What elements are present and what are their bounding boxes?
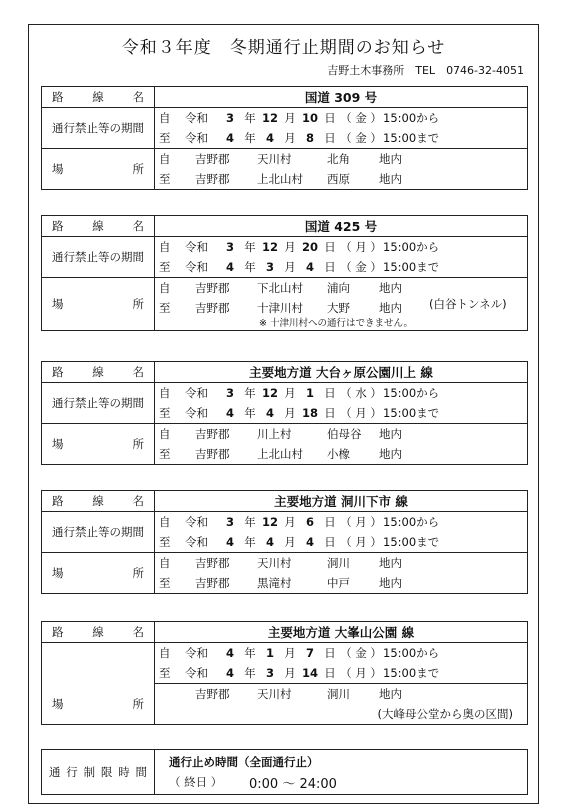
place-to: 至 吉野郡 黒滝村 中戸 地内 bbox=[159, 576, 402, 590]
place-from: 自 吉野郡 下北山村 浦向 地内 bbox=[159, 281, 402, 295]
place-from: 自 吉野郡 川上村 伯母谷 地内 bbox=[159, 427, 402, 441]
route-name-label: 路 線 名 bbox=[42, 87, 155, 108]
place-from: 自 吉野郡 天川村 洞川 地内 bbox=[159, 556, 402, 570]
place-label: 場 所 bbox=[42, 424, 155, 465]
period-from: 自 令和 3 年 12 月 1 日 （ 水 ） 15:00から bbox=[159, 386, 440, 400]
period-cell bbox=[155, 237, 528, 278]
period-from: 自 令和 3 年 12 月 10 日 （ 金 ） 15:00から bbox=[159, 111, 440, 125]
period-to: 至 令和 4 年 3 月 14 日 （ 月 ） 15:00まで bbox=[159, 666, 440, 680]
limit-table bbox=[41, 749, 528, 795]
limit-line2: （ 終日 ） 0:00 ～ 24:00 bbox=[169, 775, 337, 792]
period-label: 通行禁止等の期間 bbox=[42, 383, 155, 424]
period-to: 至 令和 4 年 4 月 18 日 （ 月 ） 15:00まで bbox=[159, 406, 440, 420]
limit-label: 通 行 制 限 時 間 bbox=[42, 750, 155, 795]
period-place-label: 場 所 bbox=[42, 643, 155, 725]
tunnel-note: (白谷トンネル) bbox=[429, 297, 507, 311]
route-name-label: 路 線 名 bbox=[42, 491, 155, 512]
place-from: 吉野郡 天川村 洞川 地内 bbox=[195, 687, 402, 701]
place-from: 自 吉野郡 天川村 北角 地内 bbox=[159, 152, 402, 166]
route-name-label: 路 線 名 bbox=[42, 622, 155, 643]
place-label: 場 所 bbox=[42, 553, 155, 594]
period-to: 至 令和 4 年 4 月 8 日 （ 金 ） 15:00まで bbox=[159, 131, 440, 145]
access-note: ※ 十津川村への通行はできません。 bbox=[259, 318, 414, 329]
notice-page bbox=[28, 24, 539, 804]
period-from: 自 令和 3 年 12 月 6 日 （ 月 ） 15:00から bbox=[159, 515, 440, 529]
place-cell bbox=[155, 684, 528, 725]
period-to: 至 令和 4 年 3 月 4 日 （ 金 ） 15:00まで bbox=[159, 260, 440, 274]
limit-line1: 通行止め時間（全面通行止） bbox=[169, 755, 319, 769]
period-from: 自 令和 3 年 12 月 20 日 （ 月 ） 15:00から bbox=[159, 240, 440, 254]
place-to: 至 吉野郡 十津川村 大野 地内 bbox=[159, 301, 402, 315]
route-name-label: 路 線 名 bbox=[42, 216, 155, 237]
period-to: 至 令和 4 年 4 月 4 日 （ 月 ） 15:00まで bbox=[159, 535, 440, 549]
route-name: 国道 309 号 bbox=[155, 87, 528, 108]
place-cell bbox=[155, 149, 528, 190]
period-cell bbox=[155, 643, 528, 684]
route-table-5 bbox=[41, 621, 528, 725]
route-name-label: 路 線 名 bbox=[42, 362, 155, 383]
route-table-3 bbox=[41, 361, 528, 465]
place-cell bbox=[155, 553, 528, 594]
place-to: 至 吉野郡 上北山村 小橡 地内 bbox=[159, 447, 402, 461]
route-table-2 bbox=[41, 215, 528, 331]
office-contact: 吉野土木事務所 TEL 0746-32-4051 bbox=[327, 64, 524, 77]
period-label: 通行禁止等の期間 bbox=[42, 512, 155, 553]
route-table-1 bbox=[41, 86, 528, 190]
place-cell bbox=[155, 424, 528, 465]
page-title: 令和３年度 冬期通行止期間のお知らせ bbox=[121, 38, 446, 58]
route-table-4 bbox=[41, 490, 528, 594]
limit-cell bbox=[155, 750, 528, 795]
period-cell bbox=[155, 512, 528, 553]
route-name: 主要地方道 洞川下市 線 bbox=[155, 491, 528, 512]
place-label: 場 所 bbox=[42, 278, 155, 331]
period-cell bbox=[155, 108, 528, 149]
place-label: 場 所 bbox=[42, 149, 155, 190]
route-name: 国道 425 号 bbox=[155, 216, 528, 237]
period-label: 通行禁止等の期間 bbox=[42, 237, 155, 278]
period-cell bbox=[155, 383, 528, 424]
route-name: 主要地方道 大台ヶ原公園川上 線 bbox=[155, 362, 528, 383]
period-label: 通行禁止等の期間 bbox=[42, 108, 155, 149]
route-name: 主要地方道 大峯山公園 線 bbox=[155, 622, 528, 643]
period-from: 自 令和 4 年 1 月 7 日 （ 金 ） 15:00から bbox=[159, 646, 440, 660]
place-to: 至 吉野郡 上北山村 西原 地内 bbox=[159, 172, 402, 186]
section-note: (大峰母公堂から奥の区間) bbox=[377, 707, 513, 721]
